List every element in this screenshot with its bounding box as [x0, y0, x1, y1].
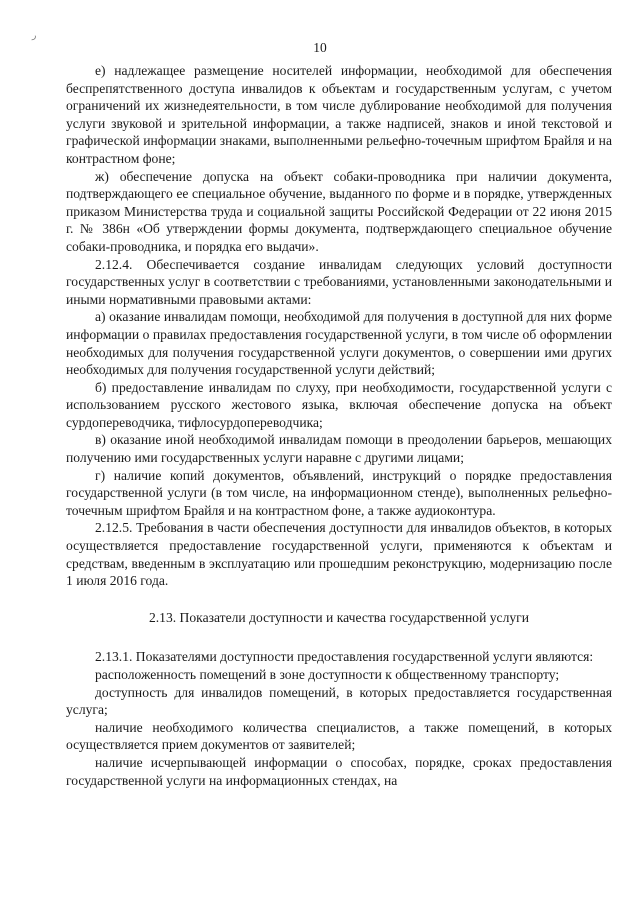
paragraph-item-zh: ж) обеспечение допуска на объект собаки-проводника при наличии документа, подтверждающего ее специальное обучение, выданного по форме и в порядке, утвержденных приказом Министерства труда и социальной защиты Российской Федерации от 22 июня 2015 г. № 386н «Об утверждении формы документа, подтверждающего специальное обучение собаки-проводника, и порядка его выдачи». — [66, 168, 612, 254]
section-heading: 2.13. Показатели доступности и качества государственной услуги — [148, 609, 530, 625]
paragraph-indicator-transport: расположенность помещений в зоне доступности к общественному транспорту; — [95, 667, 560, 682]
paragraph-item-a: а) оказание инвалидам помощи, необходимой для получения в доступной для них форме информации о правилах предоставления государственной услуги, в том числе об оформлении необходимых для получения государственной услуги документов, о совершении ими других необходимых для получения государственной услуги действий; — [66, 309, 612, 378]
paragraph-item-e: е) надлежащее размещение носителей информации, необходимой для обеспечения беспрепятственного доступа инвалидов к объектам и государственным услугам, с учетом ограничений их жизнедеятельности, в том числе дублирование необходимой для получения услуги звуковой и зрительной информации, а также надписей, знаков и иной текстовой и графической информации знаками, выполненными рельефно-точечным шрифтом Брайля и на контрастном фоне; — [66, 63, 612, 166]
document-body — [66, 62, 612, 789]
page-number: 10 — [313, 40, 327, 55]
paragraph-indicator-specialists: наличие необходимого количества специалистов, а также помещений, в которых осуществляется прием документов от заявителей; — [66, 719, 612, 753]
corner-mark: ر — [32, 30, 37, 40]
paragraph-2-13-1: 2.13.1. Показателями доступности предоставления государственной услуги являются: — [95, 649, 594, 665]
paragraph-item-v: в) оказание иной необходимой инвалидам помощи в преодолении барьеров, мешающих получению ими государственных услуги наравне с другими лицами; — [66, 432, 612, 466]
paragraph-2-12-5: 2.12.5. Требования в части обеспечения доступности для инвалидов объектов, в которых осуществляется предоставление государственной услуги, применяются к объектам и средствам, введенным в эксплуатацию или прошедшим реконструкцию, модернизацию после 1 июля 2016 года. — [66, 520, 612, 589]
paragraph-indicator-information: наличие исчерпывающей информации о способах, порядке, сроках предоставления государственной услуги на информационных стендах, на — [66, 754, 612, 788]
paragraph-indicator-accessibility: доступность для инвалидов помещений, в которых предоставляется государственная услуга; — [66, 684, 612, 718]
paragraph-item-b: б) предоставление инвалидам по слуху, при необходимости, государственной услуги с использованием русского жестового языка, включая обеспечение допуска на объект сурдопереводчика, тифлосурдопереводчика; — [66, 379, 612, 430]
paragraph-2-12-4: 2.12.4. Обеспечивается создание инвалидам следующих условий доступности государственных услуг в соответствии с требованиями, установленными законодательными и иными нормативными правовыми актами: — [66, 256, 612, 307]
paragraph-item-g: г) наличие копий документов, объявлений, инструкций о порядке предоставления государственной услуги (в том числе, на информационном стенде), выполненных рельефно-точечным шрифтом Брайля и на контрастном фоне, а также аудиоконтура. — [66, 467, 612, 518]
